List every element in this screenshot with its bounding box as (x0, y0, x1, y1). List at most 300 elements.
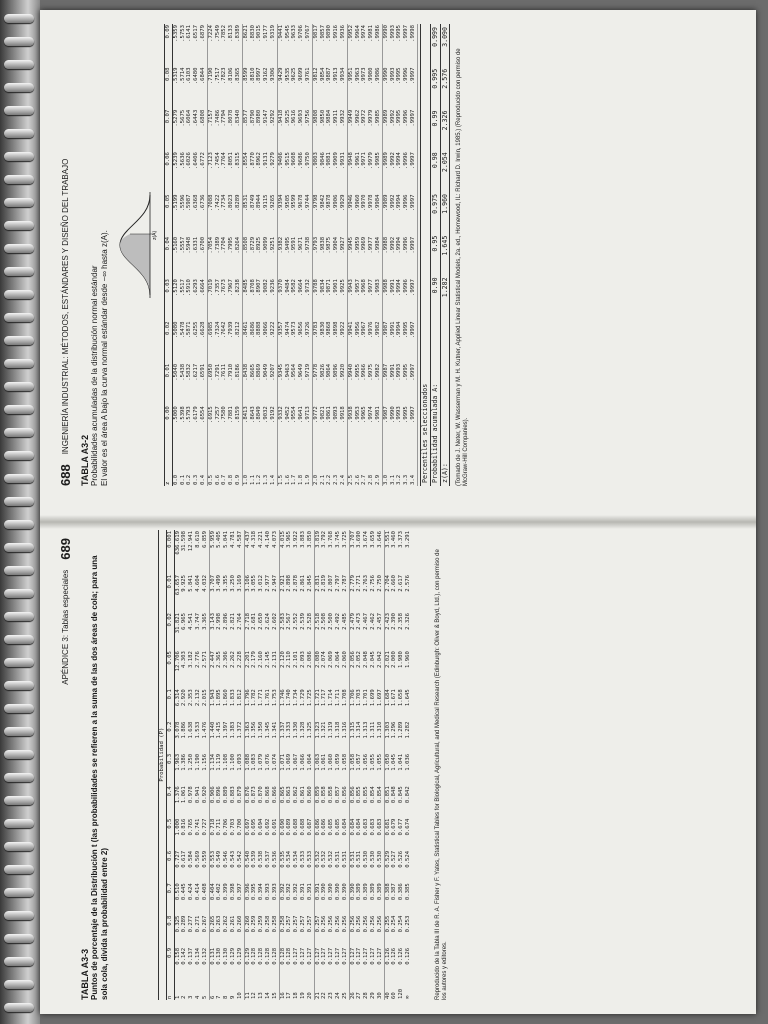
table-cell: .5160 (172, 236, 179, 254)
table-cell: .7224 (207, 25, 214, 42)
table-cell: .9977 (368, 279, 375, 297)
table-cell: 0.617 (181, 850, 188, 868)
table-row (172, 24, 179, 486)
table-cell: .9953 (354, 406, 361, 424)
table-row (291, 24, 298, 486)
table-cell: .8577 (242, 109, 249, 127)
table-cell: .9884 (326, 109, 333, 127)
table-cell: .9959 (354, 236, 361, 254)
table-cell: 2.750 (376, 574, 383, 592)
table-cell: 0.718 (209, 818, 216, 836)
table-cell: .9991 (389, 363, 396, 381)
table-cell: 1.3 (263, 474, 270, 485)
table-cell: .9927 (339, 236, 346, 254)
table-cell: 0.256 (349, 915, 356, 933)
table-cell: 0.258 (279, 915, 286, 933)
table-cell: 2.821 (229, 613, 236, 630)
table-cell: .8438 (242, 363, 249, 381)
table-cell: 2.6 (354, 474, 361, 485)
table-cell: 0.259 (251, 915, 258, 933)
table-cell: 0.674 (404, 818, 411, 836)
table-cell: .9706 (298, 25, 305, 42)
table-cell: .9938 (347, 406, 354, 424)
table-cell: 1.318 (334, 721, 341, 739)
table-cell: .9979 (368, 109, 375, 127)
table-cell: .9973 (361, 67, 368, 85)
binding-ring (4, 566, 34, 575)
table-cell: 1.4 (269, 474, 276, 485)
table-cell: .8133 (228, 25, 235, 42)
z-row-label: z(A): (440, 316, 450, 486)
table-cell: 0.534 (286, 850, 293, 868)
table-cell: .5596 (179, 194, 186, 212)
table-row (277, 24, 284, 486)
table-cell: .9656 (298, 321, 305, 339)
table-cell: 0.5 (207, 474, 214, 485)
table-row (270, 24, 277, 486)
table-cell: 0.132 (201, 947, 208, 965)
table-cell: 1.061 (321, 753, 328, 771)
table-cell: 0.126 (391, 947, 398, 965)
table-cell: .7823 (221, 67, 228, 85)
table-cell: .6103 (186, 67, 193, 85)
spiral-binding (0, 0, 40, 1024)
table-cell: 3.922 (293, 531, 300, 548)
table-cell: 0.130 (223, 947, 230, 965)
table-cell: .8485 (242, 279, 249, 297)
percentile-row-label: Probabilidad acumulada A: (430, 316, 440, 486)
table-cell: 0.389 (369, 883, 376, 901)
table-cell: 1.071 (279, 753, 286, 771)
table-cell: 0.688 (293, 818, 300, 836)
table-cell: .9162 (263, 67, 270, 85)
table-cell: .9985 (374, 152, 381, 169)
binding-ring (4, 934, 34, 943)
binding-ring (4, 796, 34, 805)
table-row (355, 24, 362, 486)
table-cell: 1.064 (306, 753, 313, 771)
table-cell: 2.052 (356, 651, 363, 669)
table-cell: 0.559 (201, 850, 208, 868)
table-cell: 0.258 (264, 915, 271, 933)
table-cell: .8810 (249, 67, 256, 85)
table-cell: .6517 (193, 25, 200, 42)
table-cell: .9963 (354, 67, 361, 85)
table-cell: 0.127 (299, 947, 306, 965)
table-cell: 0.534 (293, 850, 300, 868)
table-row (349, 530, 356, 1000)
table-cell: .9995 (403, 321, 410, 339)
table-cell: .8849 (256, 406, 263, 424)
table-cell: 0.531 (341, 850, 348, 868)
table-row (235, 24, 242, 486)
table-cell: .9995 (403, 406, 410, 424)
table-cell: .9803 (312, 152, 319, 169)
table-cell: .9916 (333, 25, 340, 42)
table-cell: 0.397 (236, 883, 243, 901)
table-cell: 2.228 (236, 651, 243, 669)
table-cell: .8869 (256, 363, 263, 381)
table-cell: 1.341 (271, 721, 278, 739)
table-cell: 0.424 (188, 883, 195, 901)
table-row (265, 530, 272, 1000)
table-cell: 12.706 (174, 651, 181, 672)
table-cell: 3.768 (328, 531, 335, 548)
table-cell: .9192 (269, 406, 276, 424)
binding-ring (4, 980, 34, 989)
table-cell: .7910 (228, 363, 235, 381)
table-cell: 0.392 (293, 883, 300, 901)
table-cell: 0.260 (244, 915, 251, 933)
column-header: 0.01 (166, 574, 173, 589)
table-cell: .7704 (221, 236, 228, 254)
table-cell: 0.267 (201, 915, 208, 933)
column-header: 0.05 (165, 194, 171, 208)
table-cell: 1.067 (293, 753, 300, 771)
table-cell: 0.256 (363, 915, 370, 933)
binding-ring (4, 589, 34, 598)
table-row (335, 530, 342, 1000)
table-cell: .7389 (214, 236, 221, 254)
table-cell: 0.129 (244, 947, 251, 965)
table-cell: 12.941 (188, 531, 195, 552)
table-cell: 0.398 (229, 883, 236, 901)
table-cell: 0.128 (264, 947, 271, 965)
table-row (209, 530, 216, 1000)
table-cell: 0.7 (221, 474, 228, 485)
table-cell: .8365 (234, 67, 241, 85)
table-cell: 2.000 (391, 651, 398, 669)
table-cell: 0.686 (321, 818, 328, 836)
column-header: 0.5 (166, 818, 173, 829)
table-cell: 9 (229, 995, 236, 999)
table-row (186, 24, 193, 486)
table-cell: .9821 (319, 406, 326, 424)
table-cell: .9633 (291, 25, 298, 42)
table-cell: 0.399 (223, 883, 230, 901)
table-cell: 1.708 (341, 689, 348, 707)
table-cell: .8186 (234, 363, 241, 381)
table-a3-3-title-block (80, 540, 110, 1000)
table-cell: 2.3 (333, 474, 340, 485)
table-cell: 0.896 (216, 786, 223, 804)
table-cell: .9906 (333, 194, 340, 212)
table-cell: .9463 (284, 363, 291, 381)
table-row (256, 24, 263, 486)
table-cell: .9131 (263, 152, 270, 169)
table-cell: .9279 (269, 152, 276, 169)
table-cell: 2.831 (314, 574, 321, 592)
table-cell: 2.060 (341, 651, 348, 669)
table-cell: 5.959 (209, 531, 216, 548)
table-cell: .9441 (277, 25, 284, 42)
table-cell: 2.771 (356, 574, 363, 592)
table-cell: 2.7 (361, 474, 368, 485)
table-cell: 1.061 (181, 786, 188, 804)
table-cell: 0.684 (356, 818, 363, 836)
column-header: 0.06 (165, 152, 171, 166)
table-cell: 0.126 (384, 947, 391, 965)
table-cell: .9997 (409, 152, 416, 169)
table-cell: 2.045 (369, 651, 376, 669)
table-cell: 0.256 (356, 915, 363, 933)
table-cell: .8770 (249, 152, 256, 169)
table-cell: 3.819 (314, 531, 321, 548)
table-cell: 0.533 (306, 850, 313, 868)
table-cell: 0.906 (209, 786, 216, 804)
table-cell: 0.542 (236, 850, 243, 868)
table-cell: 2.056 (349, 651, 356, 669)
table-cell: 1.725 (306, 689, 313, 707)
binding-ring (4, 405, 34, 414)
table-cell: 3.291 (404, 531, 411, 548)
table-cell: 3.169 (236, 574, 243, 592)
table-cell: 0.685 (334, 818, 341, 836)
table-cell: 2.571 (201, 651, 208, 669)
table-cell: .6141 (186, 25, 193, 42)
binding-ring (4, 198, 34, 207)
table-cell: .9998 (409, 25, 416, 42)
table-cell: .6808 (199, 109, 206, 127)
table-cell: 1.363 (244, 721, 251, 739)
table-cell: .6554 (199, 406, 206, 424)
table-cell: 2.042 (376, 651, 383, 669)
table-cell: 0.510 (174, 883, 181, 901)
table-cell: .9957 (354, 279, 361, 297)
table-cell: .5199 (172, 194, 179, 212)
table-cell: 0.681 (384, 818, 391, 836)
table-cell: 1.701 (363, 689, 370, 707)
table-cell: .9960 (354, 194, 361, 212)
table-cell: 2.110 (286, 651, 293, 669)
table-cell: 0.978 (188, 786, 195, 804)
table-cell: .9990 (382, 25, 389, 42)
table-cell: .6985 (207, 321, 214, 339)
table-row (328, 530, 335, 1000)
table-cell: 0.530 (376, 850, 383, 868)
table-cell: 0.127 (341, 947, 348, 965)
table-cell: 0.131 (209, 947, 216, 965)
table-cell: .9382 (277, 236, 284, 254)
table-cell: .9726 (304, 321, 311, 339)
table-cell: .8289 (234, 194, 241, 212)
table-row (390, 24, 397, 486)
table-row (377, 530, 384, 1000)
table-cell: .9996 (403, 194, 410, 212)
table-cell: .9909 (333, 152, 340, 169)
table-cell: 1.074 (271, 753, 278, 771)
table-cell: 1.711 (334, 689, 341, 707)
table-cell: 3.143 (209, 613, 216, 630)
table-cell: .9952 (347, 25, 354, 42)
table-cell: 0.691 (271, 818, 278, 836)
table-cell: 0.543 (229, 850, 236, 868)
table-cell: .9913 (333, 67, 340, 85)
table-cell: 0.870 (258, 786, 265, 804)
table-cell: .9931 (339, 152, 346, 169)
table-cell: .9896 (333, 363, 340, 381)
table-cell: 4.587 (236, 531, 243, 548)
table-cell: .9929 (339, 194, 346, 212)
table-cell: 5.405 (216, 531, 223, 548)
table-cell: 0.126 (398, 947, 405, 965)
binding-ring (4, 497, 34, 506)
table-cell: .9573 (291, 321, 298, 339)
table-cell: .9582 (291, 279, 298, 297)
table-cell: .9875 (326, 236, 333, 254)
table-cell: 2.048 (363, 651, 370, 669)
table-cell: .5438 (179, 363, 186, 381)
table-cell: 0.536 (271, 850, 278, 868)
table-cell: .5753 (179, 25, 186, 42)
binding-ring (4, 336, 34, 345)
table-cell: 0.686 (314, 818, 321, 836)
table-cell: .9978 (368, 194, 375, 212)
table-cell: 0.532 (314, 850, 321, 868)
table-cell: .9992 (389, 152, 396, 169)
table-cell: 0.816 (181, 818, 188, 836)
table-cell: .6217 (193, 363, 200, 381)
table-cell: .9943 (347, 279, 354, 297)
table-cell: .9898 (333, 321, 340, 339)
table-cell: 0.257 (286, 915, 293, 933)
table-cell: 0.889 (223, 786, 230, 804)
table-cell: 2.583 (279, 613, 286, 630)
table-cell: 1.963 (174, 753, 181, 771)
percentile-value: 0.999 (430, 24, 440, 66)
table-cell: .7054 (207, 236, 214, 254)
table-cell: .9429 (277, 67, 284, 85)
table-cell: 2.681 (251, 613, 258, 630)
binding-ring (4, 244, 34, 253)
table-row (251, 530, 258, 1000)
table-cell: 0.684 (341, 818, 348, 836)
table-cell: 1.860 (223, 689, 230, 707)
table-cell: 0.0 (172, 474, 179, 485)
footnote-left: (Tomado de J. Neter, W. Wasserman y M. H. Kutner, Applied Linear Statistical Models, 2a. ed., Homewood, IL: Richard D. Irwin, 1985.) (Reproducido con permiso de McGraw-Hill Companies). (456, 48, 469, 486)
table-cell: 2.797 (334, 574, 341, 592)
table-cell: 1.699 (369, 689, 376, 707)
table-cell: 0.529 (384, 850, 391, 868)
table-id-a3-3: TABLA A3-3 (80, 948, 90, 1000)
table-cell: 1.190 (194, 753, 201, 771)
table-cell: 2.4 (339, 474, 346, 485)
table-cell: .6879 (199, 25, 206, 42)
table-cell: .9955 (354, 363, 361, 381)
table-cell: 1.812 (236, 689, 243, 707)
table-cell: .8106 (228, 67, 235, 85)
table-cell: .9994 (396, 279, 403, 297)
table-cell: .9554 (291, 406, 298, 424)
table-cell: 0.262 (223, 915, 230, 933)
table-cell: .9812 (312, 67, 319, 85)
table-cell: .9976 (368, 321, 375, 339)
table-cell: 2.080 (314, 651, 321, 669)
table-cell: 0.277 (188, 915, 195, 933)
table-row (370, 530, 377, 1000)
table-cell: 1.055 (376, 753, 383, 771)
table-cell: .9997 (409, 109, 416, 127)
table-cell: .9994 (396, 152, 403, 169)
table-cell: .9911 (333, 109, 340, 127)
table-cell: 1.063 (314, 753, 321, 771)
table-cell: .9988 (382, 236, 389, 254)
column-header: 0.2 (166, 721, 173, 732)
table-cell: 2.508 (321, 613, 328, 630)
table-cell: 3.2 (396, 474, 403, 485)
table-row (174, 530, 181, 1000)
table-cell: .9370 (277, 279, 284, 297)
table-cell: .8925 (256, 236, 263, 254)
table-cell: 0.862 (293, 786, 300, 804)
table-cell: 1.714 (328, 689, 335, 707)
table-cell: 0.531 (356, 850, 363, 868)
table-cell: 1.703 (356, 689, 363, 707)
table-cell: .8907 (256, 279, 263, 297)
table-cell: 1.045 (391, 753, 398, 771)
table-cell: .8729 (249, 236, 256, 254)
table-cell: .9793 (312, 236, 319, 254)
table-cell: .8078 (228, 109, 235, 127)
table-cell: 22 (321, 992, 328, 999)
table-cell: 1.753 (271, 689, 278, 707)
column-header: 0.08 (165, 67, 171, 81)
table-cell: .9854 (319, 67, 326, 85)
table-cell: 1.397 (223, 721, 230, 739)
table-cell: 0.727 (174, 850, 181, 868)
table-cell: 0.684 (349, 818, 356, 836)
table-cell: .9864 (326, 363, 333, 381)
table-cell: 0.848 (391, 786, 398, 804)
table-cell: 0.866 (271, 786, 278, 804)
table-cell: 3.078 (174, 721, 181, 739)
table-cell: 1.337 (279, 721, 286, 739)
table-cell: 2.764 (236, 613, 243, 630)
table-row (207, 24, 214, 486)
table-cell: 6 (209, 995, 216, 999)
table-row (398, 530, 405, 1000)
table-cell: .9987 (382, 363, 389, 381)
binding-ring (4, 359, 34, 368)
table-cell: 0.391 (306, 883, 313, 901)
table-cell: 2.015 (201, 689, 208, 707)
table-cell: .8708 (249, 279, 256, 297)
table-cell: .9984 (374, 194, 381, 212)
table-cell: 1.282 (404, 721, 411, 739)
table-cell: 8.610 (194, 531, 201, 548)
table-cell: .9525 (284, 109, 291, 127)
table-cell: 1.697 (376, 689, 383, 707)
table-cell: 4.221 (258, 531, 265, 548)
column-header: 0.7 (166, 883, 173, 894)
table-cell: .9591 (291, 236, 298, 254)
table-cell: 4.437 (244, 531, 251, 548)
percentile-value: 0.975 (430, 191, 440, 233)
table-cell: 0.851 (384, 786, 391, 804)
table-cell: 0.920 (201, 786, 208, 804)
table-cell: 1.960 (404, 651, 411, 669)
table-cell: 2.500 (328, 613, 335, 630)
table-cell: .9616 (291, 109, 298, 127)
table-cell: 2.390 (391, 613, 398, 630)
table-cell: .9948 (347, 152, 354, 169)
table-row (342, 530, 349, 1000)
table-cell: .9966 (361, 363, 368, 381)
table-cell: .9920 (339, 363, 346, 381)
table-cell: .7123 (207, 152, 214, 169)
table-cell: .9878 (326, 194, 333, 212)
table-cell: 0.128 (258, 947, 265, 965)
